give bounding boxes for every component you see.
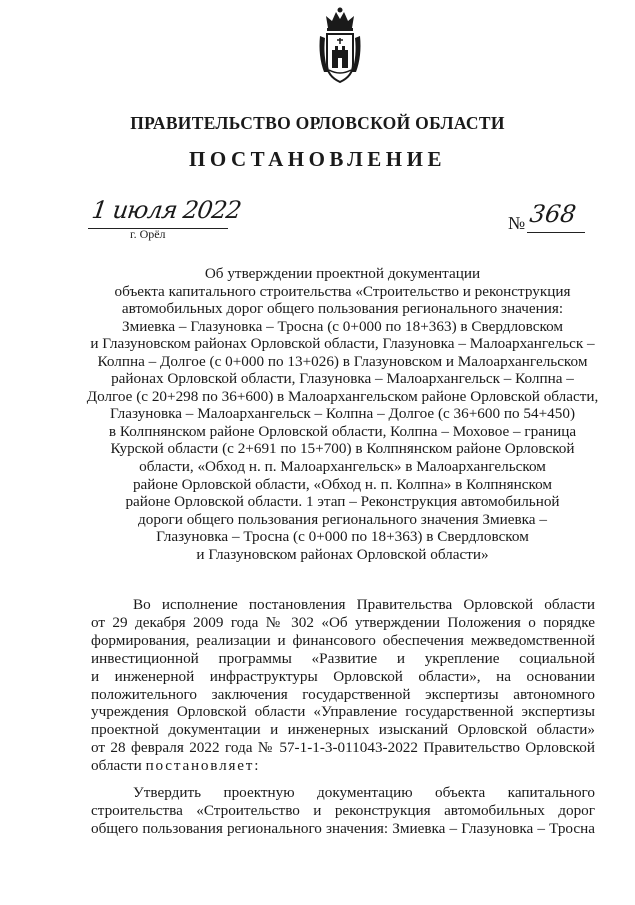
handwritten-date: 1 июля 2022 [90, 196, 243, 224]
paragraph-line: Утвердить проектную документацию объекта капитального [133, 784, 595, 801]
organization-heading: ПРАВИТЕЛЬСТВО ОРЛОВСКОЙ ОБЛАСТИ [130, 113, 505, 133]
paragraph-line: от 28 февраля 2022 года № 57-1-1-3-011043-2022 Правительство Орловской [91, 739, 595, 757]
handwritten-number: 368 [528, 200, 578, 228]
paragraph-line: от 29 декабря 2009 года № 302 «Об утверждении Положения о порядке [91, 613, 595, 631]
paragraph-line: и инженерной инфраструктуры Орловской области», на основании [91, 667, 595, 685]
title-line: объекта капитального строительства «Строительство и реконструкция [114, 282, 571, 300]
title-line: и Глазуновском районах Орловской области, Глазуновка – Малоархангельск – [90, 335, 595, 353]
paragraph-line: Во исполнение постановления Правительства Орловской области [133, 596, 595, 613]
title-line: Долгое (с 20+298 по 36+600) в Малоархангельском районе Орловской области, [86, 387, 599, 405]
paragraph-line: строительства «Строительство и реконструкция автомобильных дорог [91, 801, 595, 819]
number-underline [527, 232, 585, 233]
final-line-prefix: области [91, 757, 142, 775]
title-line: Колпна – Долгое (с 0+000 по 13+026) в Глазуновском и Малоархангельском [97, 352, 588, 370]
coat-of-arms-emblem [310, 6, 370, 86]
paragraph-line: инвестиционной программы «Развитие и укрепление социальной [91, 649, 595, 667]
paragraph-line: общего пользования регионального значения: Змиевка – Глазуновка – Тросна [91, 819, 595, 837]
title-line: районе Орловской области, «Обход н. п. Колпна» в Колпнянском [132, 475, 553, 493]
title-line: Глазуновка – Малоархангельск – Колпна – Долгое (с 36+600 по 54+450) [110, 405, 575, 423]
city-label: г. Орёл [130, 227, 166, 241]
document-title [70, 265, 615, 563]
title-line: дороги общего пользования регионального значения Змиевка – [138, 510, 547, 528]
title-line: Об утверждении проектной документации [204, 265, 481, 282]
paragraph-line: положительного заключения государственной экспертизы автономного [91, 685, 595, 703]
title-line: Змиевка – Глазуновка – Тросна (с 0+000 по 18+363) в Свердловском [121, 317, 563, 335]
paragraph-line: проектной документации и инженерных изысканий Орловской области» [91, 721, 595, 739]
title-line: районах Орловской области, Глазуновка – Малоархангельск – Колпна – [111, 370, 574, 388]
paragraph-line: формирования, реализации и финансового обеспечения межведомственной [91, 631, 595, 649]
title-line: и Глазуновском районах Орловской области» [196, 545, 489, 563]
document-type-heading: ПОСТАНОВЛЕНИЕ [189, 147, 446, 171]
paragraph-line-final [91, 757, 595, 775]
title-line: автомобильных дорог общего пользования регионального значения: [121, 300, 564, 318]
number-label: № [508, 213, 526, 233]
paragraph-line: учреждения Орловской области «Управление государственной экспертизы [91, 703, 595, 721]
resolves-spaced-word: постановляет: [145, 757, 261, 775]
title-line: Глазуновка – Тросна (с 0+000 по 18+363) в Свердловском [156, 528, 529, 546]
resolution-paragraph [91, 784, 595, 838]
title-line: области, «Обход н. п. Малоархангельск» в Малоархангельском [139, 458, 546, 476]
title-line: районе Орловской области. 1 этап – Реконструкция автомобильной [125, 493, 560, 511]
title-line: в Колпнянском районе Орловской области, Колпна – Моховое – граница [108, 422, 577, 440]
title-line: Курской области (с 2+691 по 15+700) в Колпнянском районе Орловской [110, 440, 575, 458]
preamble-paragraph [91, 596, 595, 775]
